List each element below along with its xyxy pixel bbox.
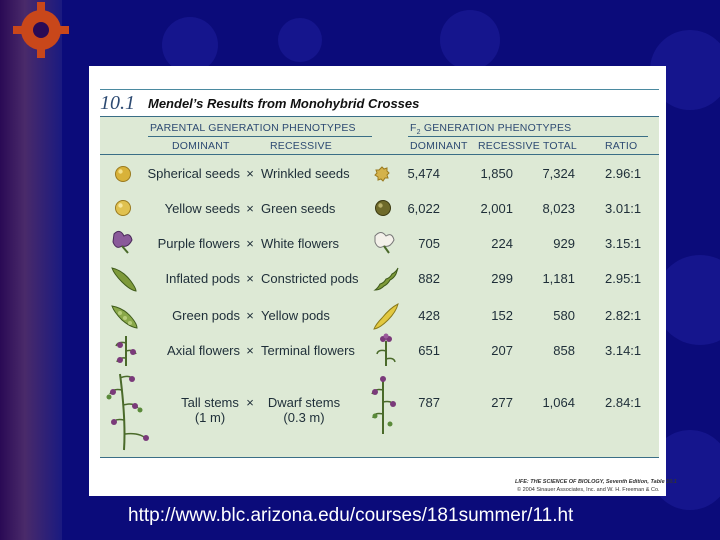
constricted-pod-icon [372,264,402,294]
row6-cross: × [246,343,254,358]
col-header-dominant: DOMINANT [172,140,230,152]
row6-rec-count: 207 [491,343,513,358]
row1-dominant: Spherical seeds [147,166,240,181]
f2-group-header: $F_2$ GENERATION PHENOTYPES [410,122,572,137]
row3-total: 929 [553,236,575,251]
row5-total: 580 [553,308,575,323]
row3-dom-count: 705 [418,236,440,251]
col-header-total: TOTAL [543,140,577,152]
row7-cross: × [246,395,254,410]
gear-icon [6,0,76,70]
row1-cross: × [246,166,254,181]
row2-cross: × [246,201,254,216]
row6-dominant: Axial flowers [167,343,240,358]
tall-plant-icon [106,370,158,452]
parental-header-rule [148,136,372,137]
source-url: http://www.blc.arizona.edu/courses/181summer/11.ht [128,505,574,526]
row4-recessive: Constricted pods [261,271,359,286]
white-flower-icon [369,226,399,256]
row7-dominant [170,395,250,425]
row4-dominant: Inflated pods [165,271,240,286]
row3-rec-count: 224 [491,236,513,251]
row5-ratio: 2.82:1 [605,308,642,323]
credit-copyright: © 2004 Sinauer Associates, Inc. and W. H. Freeman & Co. [517,487,660,493]
parental-group-header: PARENTAL GENERATION PHENOTYPES [150,122,356,134]
row4-total: 1,181 [542,271,575,286]
row4-cross: × [246,271,254,286]
row3-cross: × [246,236,254,251]
row1-recessive: Wrinkled seeds [261,166,350,181]
row2-rec-count: 2,001 [480,201,513,216]
row5-dominant: Green pods [172,308,240,323]
row1-rec-count: 1,850 [480,166,513,181]
row6-dom-count: 651 [418,343,440,358]
row2-dominant: Yellow seeds [164,201,240,216]
row2-total: 8,023 [542,201,575,216]
row5-rec-count: 152 [491,308,513,323]
row7-rec-count: 277 [491,395,513,410]
row7-recessive-label: Dwarf stems [267,395,341,410]
top-rule [100,89,659,90]
row7-dominant-label: Tall stems [181,395,239,410]
terminal-flower-plant-icon [372,333,400,367]
header-bottom-rule [100,154,659,155]
row4-dom-count: 882 [418,271,440,286]
row2-dom-count: 6,022 [407,201,440,216]
row7-dominant-height: (1 m) [194,410,226,425]
col-header-recessive: RECESSIVE [270,140,332,152]
yellow-pod-icon [370,300,402,332]
col-header-f2-recessive: RECESSIVE [478,140,540,152]
dwarf-plant-icon [368,374,400,436]
col-header-f2-dominant: DOMINANT [410,140,468,152]
green-seed-icon [373,198,393,218]
row3-recessive: White flowers [261,236,340,251]
row5-cross: × [246,308,254,323]
row6-recessive: Terminal flowers [261,343,355,358]
table-number: 10.1 [100,92,135,114]
row1-total: 7,324 [542,166,575,181]
wrinkled-seed-icon [372,164,392,184]
table-title: Mendel’s Results from Monohybrid Crosses [148,96,420,111]
row3-ratio: 3.15:1 [605,236,642,251]
row3-dominant: Purple flowers [157,236,240,251]
f2-header-rule [408,136,648,137]
row7-total: 1,064 [542,395,575,410]
col-header-ratio: RATIO [605,140,638,152]
left-decorative-bar [0,0,62,540]
row7-recessive [258,395,350,425]
row7-ratio: 2.84:1 [605,395,642,410]
row4-ratio: 2.95:1 [605,271,642,286]
row7-dom-count: 787 [418,395,440,410]
credit-source: LIFE: THE SCIENCE OF BIOLOGY, Seventh Edition, Table 10.1 [515,479,677,485]
title-rule [100,116,659,117]
row1-dom-count: 5,474 [407,166,440,181]
row4-rec-count: 299 [491,271,513,286]
row2-recessive: Green seeds [261,201,336,216]
row5-dom-count: 428 [418,308,440,323]
row2-ratio: 3.01:1 [605,201,642,216]
row6-ratio: 3.14:1 [605,343,642,358]
row5-recessive: Yellow pods [261,308,330,323]
row1-ratio: 2.96:1 [605,166,642,181]
table-bottom-rule [100,457,659,458]
row7-recessive-height: (0.3 m) [283,410,325,425]
row6-total: 858 [553,343,575,358]
